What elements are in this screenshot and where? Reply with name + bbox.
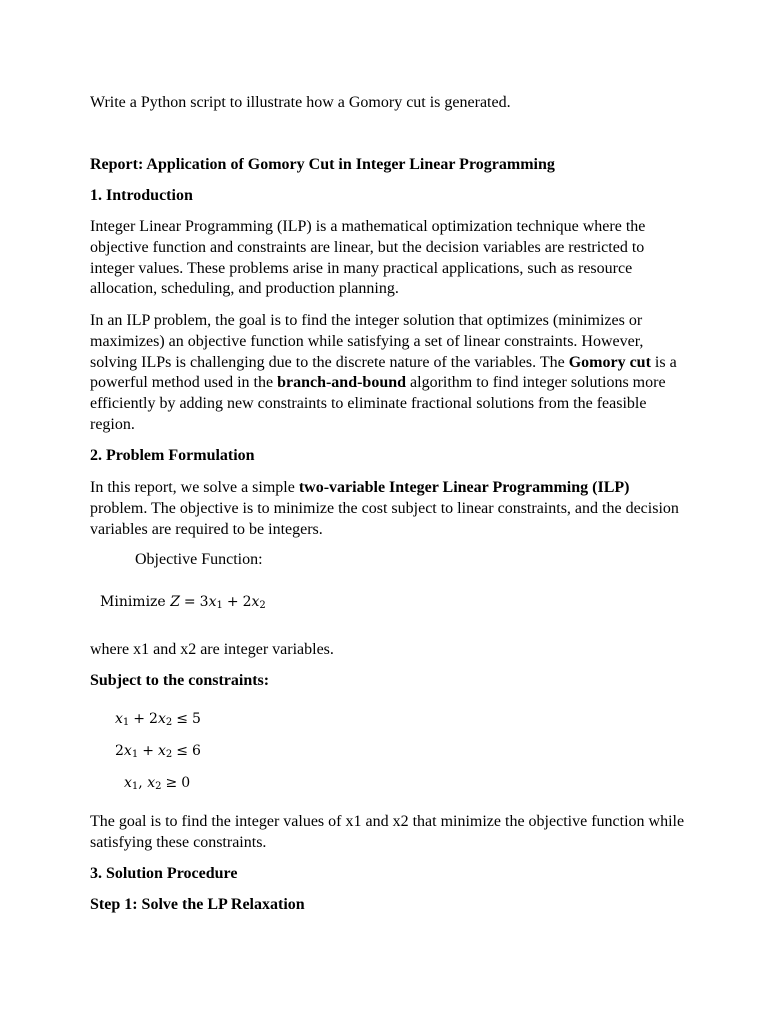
problem-p1-text-a: In this report, we solve a simple <box>90 479 299 496</box>
c3-comma: , <box>138 775 143 791</box>
problem-paragraph <box>90 478 685 540</box>
objective-x2: x <box>251 594 260 610</box>
c3-rhs: 0 <box>181 775 191 791</box>
c2-plus: + <box>142 743 154 759</box>
branch-and-bound-term: branch-and-bound <box>277 374 407 392</box>
c3-rel: ≥ <box>165 775 178 791</box>
where-text: where x1 and x2 are integer variables. <box>90 641 334 658</box>
c1-x1: x <box>115 711 123 727</box>
c3-x2: x <box>147 775 156 791</box>
constraint-2 <box>115 742 201 760</box>
prompt-text: Write a Python script to illustrate how a Gomory cut is generated. <box>90 94 511 111</box>
constraint-1 <box>115 710 201 728</box>
c3-sub-2: 2 <box>155 781 162 792</box>
c2-sub-1: 1 <box>131 749 139 760</box>
report-title: Report: Application of Gomory Cut in Integer Linear Programming <box>90 156 555 173</box>
constraints-heading: Subject to the constraints: <box>90 672 270 689</box>
c2-rel: ≤ <box>176 743 188 759</box>
step1-heading: Step 1: Solve the LP Relaxation <box>90 896 305 913</box>
c1-sub-1: 1 <box>122 717 130 728</box>
c3-sub-1: 1 <box>131 781 139 792</box>
c1-x2: x <box>157 711 166 727</box>
goal-text: The goal is to find the integer values of x1 and x2 that minimize the objective function while satisfying these constraints. <box>90 813 685 851</box>
c1-rhs: 5 <box>191 711 201 727</box>
intro-paragraph-2 <box>90 311 685 436</box>
c3-x1: x <box>124 775 132 791</box>
gomory-cut-term: Gomory cut <box>568 353 651 371</box>
problem-p1-text-c: problem. The objective is to minimize the cost subject to linear constraints, and the decision variables are required to be integers. <box>90 499 679 538</box>
c2-x1: x <box>123 743 132 759</box>
ilp-term: two-variable Integer Linear Programming (ILP) <box>298 479 630 496</box>
objective-formula <box>100 593 266 611</box>
problem-heading: 2. Problem Formulation <box>90 447 255 464</box>
intro-p2-text-a: In an ILP problem, the goal is to find the integer solution that optimizes (minimizes or maximizes) an objective function while satisfying a set of linear constraints. However, solving ILPs is challenging due to the discrete nature of the variables. The <box>90 312 644 371</box>
c1-sub-2: 2 <box>165 717 173 728</box>
solution-heading: 3. Solution Procedure <box>90 865 238 882</box>
objective-eq: = <box>183 594 196 610</box>
intro-heading: 1. Introduction <box>90 187 193 204</box>
c2-coef-a: 2 <box>115 743 124 759</box>
objective-sub-1: 1 <box>216 600 223 611</box>
objective-word: Minimize <box>100 594 166 610</box>
c2-x2: x <box>157 743 166 759</box>
objective-coef-2: 2 <box>242 594 252 610</box>
intro-paragraph-1: Integer Linear Programming (ILP) is a mathematical optimization technique where the objective function and constraints are linear, but the decision variables are restricted to integer values. These problems arise in many practical applications, such as resource allocation, scheduling, and production planning. <box>90 218 646 298</box>
constraint-3 <box>124 774 190 792</box>
intro-p2-text-c: is a powerful method used in the <box>90 353 677 392</box>
c2-rhs: 6 <box>191 743 201 759</box>
intro-p2-text-e: algorithm to find integer solutions more efficiently by adding new constraints to eliminate fractional solutions from the feasible region. <box>90 374 666 433</box>
objective-x1: x <box>208 594 217 610</box>
objective-coef-1: 3 <box>199 594 209 610</box>
objective-var: Z <box>170 594 180 610</box>
c2-sub-2: 2 <box>165 749 173 760</box>
c1-plus: + <box>133 711 146 727</box>
c1-coef-b: 2 <box>149 711 158 727</box>
c1-rel: ≤ <box>176 711 188 727</box>
objective-plus: + <box>226 594 239 610</box>
objective-sub-2: 2 <box>259 600 266 611</box>
objective-label: Objective Function: <box>135 551 263 568</box>
